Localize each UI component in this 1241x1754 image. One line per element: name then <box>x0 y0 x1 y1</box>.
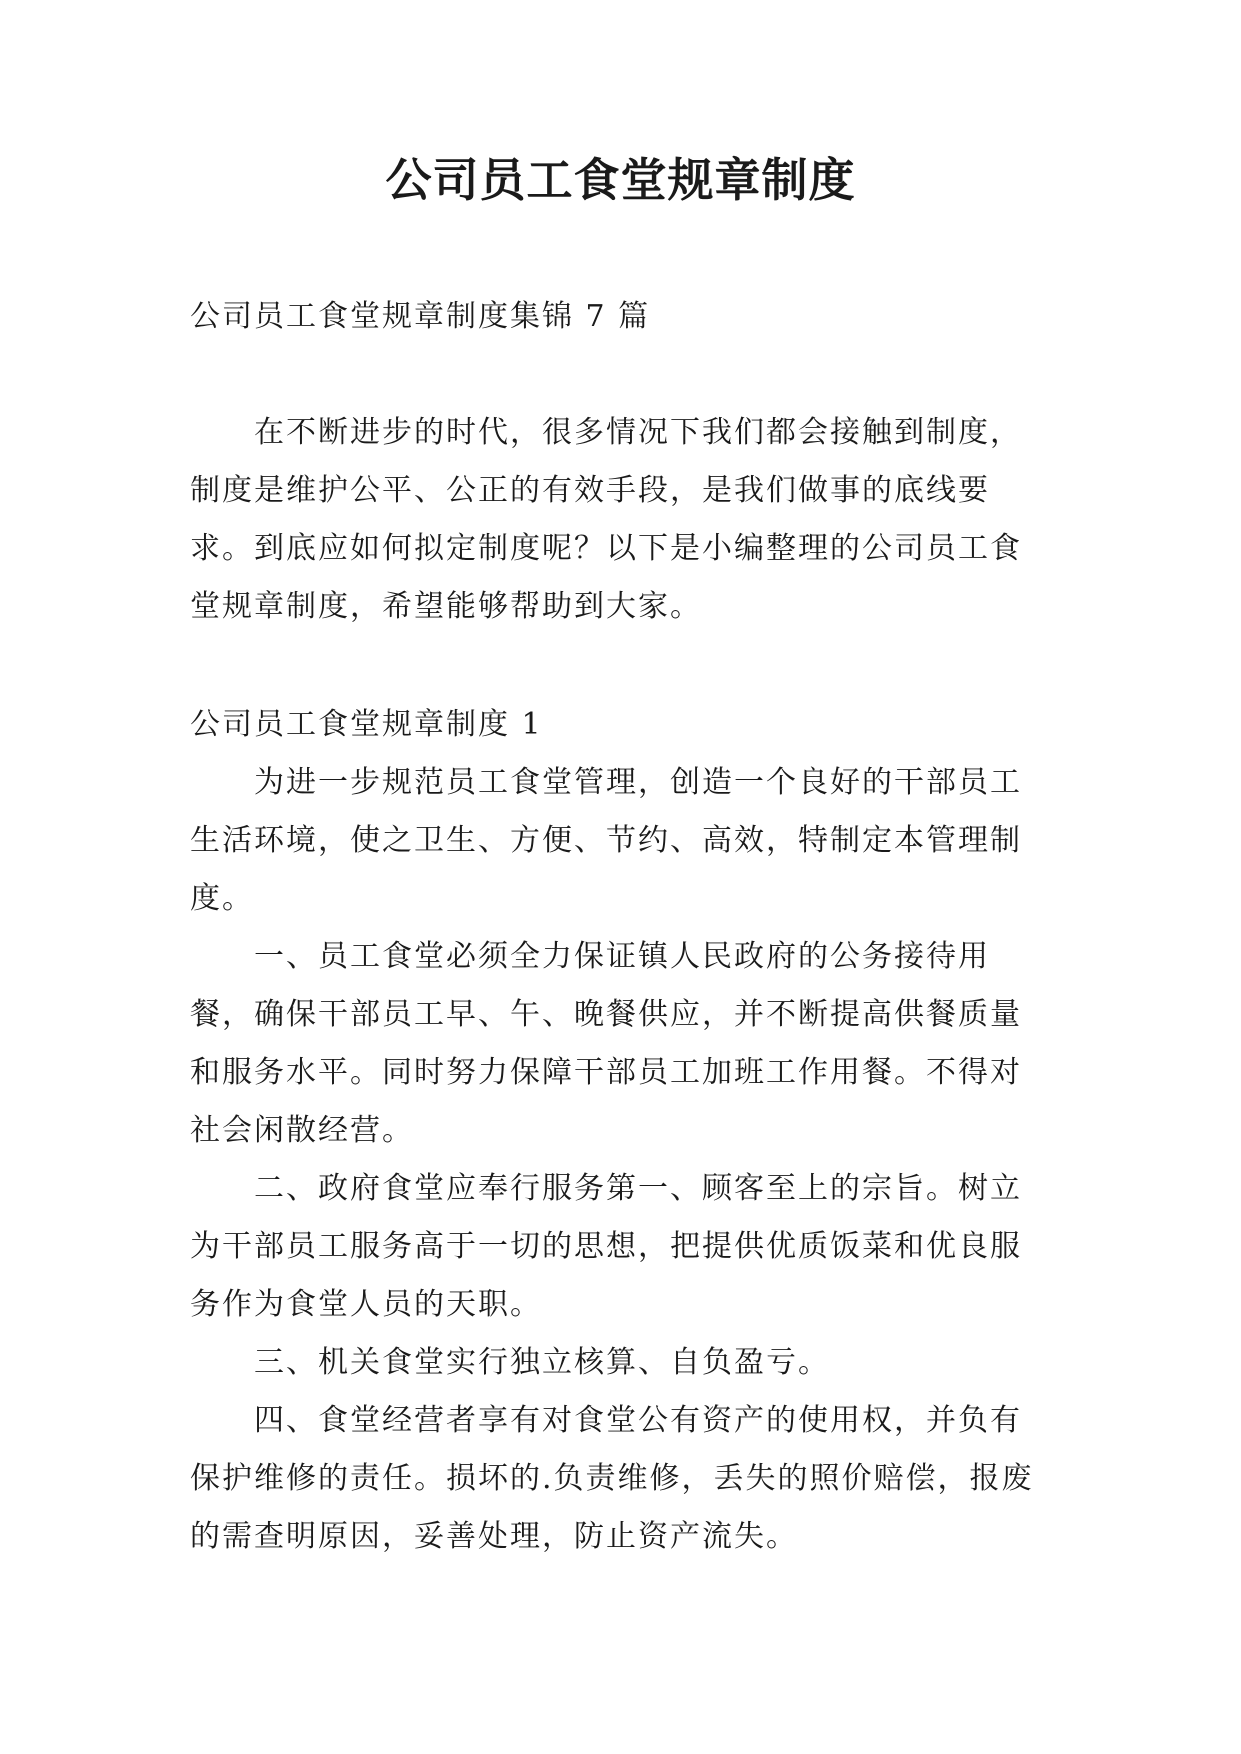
document-subtitle: 公司员工食堂规章制度集锦 7 篇 <box>190 299 651 334</box>
paragraph-purpose: 为进一步规范员工食堂管理，创造一个良好的干部员工生活环境，使之卫生、方便、节约、高效，特制定本管理制度。 <box>190 765 1022 916</box>
paragraph-rule-1: 一、员工食堂必须全力保证镇人民政府的公务接待用餐，确保干部员工早、午、晚餐供应，并不断提高供餐质量和服务水平。同时努力保障干部员工加班工作用餐。不得对社会闲散经营。 <box>190 939 1022 1148</box>
paragraph-rule-3: 三、机关食堂实行独立核算、自负盈亏。 <box>254 1345 830 1380</box>
intro-paragraph: 在不断进步的时代，很多情况下我们都会接触到制度，制度是维护公平、公正的有效手段，是我们做事的底线要求。到底应如何拟定制度呢？以下是小编整理的公司员工食堂规章制度，希望能够帮助到大家。 <box>190 415 1022 624</box>
paragraph-rule-2: 二、政府食堂应奉行服务第一、顾客至上的宗旨。树立为干部员工服务高于一切的思想，把提供优质饭菜和优良服务作为食堂人员的天职。 <box>190 1171 1022 1322</box>
paragraph-rule-4: 四、食堂经营者享有对食堂公有资产的使用权，并负有保护维修的责任。损坏的.负责维修，丢失的照价赔偿，报废的需查明原因，妥善处理，防止资产流失。 <box>190 1403 1034 1554</box>
section-title: 公司员工食堂规章制度 1 <box>190 707 543 742</box>
document-title: 公司员工食堂规章制度 <box>385 153 856 207</box>
